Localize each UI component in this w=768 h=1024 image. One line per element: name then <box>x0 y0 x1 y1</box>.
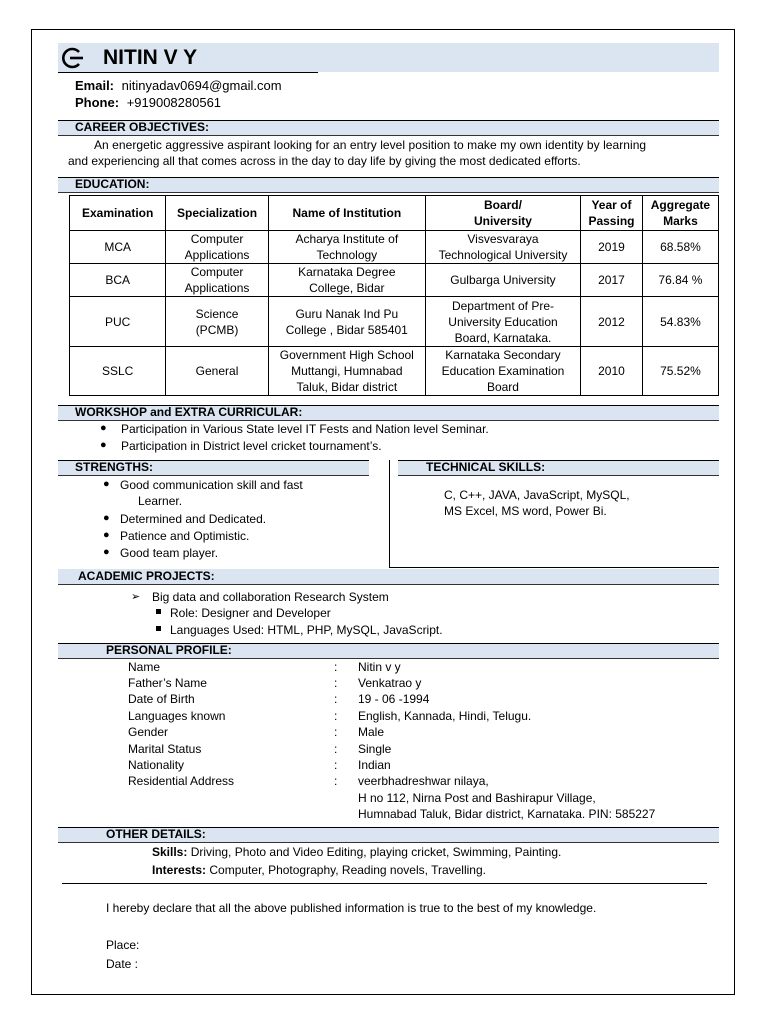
col-specialization: Specialization <box>166 196 268 231</box>
profile-value-address-2: H no 112, Nirna Post and Bashirapur Village, <box>358 791 596 805</box>
career-line-2: and experiencing all that comes across in the day to day life by giving the most dedicated efforts. <box>68 154 581 168</box>
career-title: CAREER OBJECTIVES: <box>75 120 210 134</box>
profile-label-marital: Marital Status <box>128 742 202 756</box>
technical-line-1: C, C++, JAVA, JavaScript, MySQL, <box>444 488 630 502</box>
strength-4: Good team player. <box>120 546 219 560</box>
interests-value: Computer, Photography, Reading novels, Travelling. <box>209 863 486 877</box>
col-year: Year of Passing <box>581 196 643 231</box>
skills-value: Driving, Photo and Video Editing, playing cricket, Swimming, Painting. <box>190 845 562 859</box>
projects-title: ACADEMIC PROJECTS: <box>78 569 215 583</box>
declaration-divider <box>62 883 707 884</box>
project-name: Big data and collaboration Research System <box>152 590 389 604</box>
profile-value-name: Nitin v y <box>358 660 401 674</box>
cell-inst: Acharya Institute of Technology <box>268 231 425 264</box>
cell-exam: PUC <box>70 297 166 347</box>
profile-colon: : <box>334 725 338 739</box>
profile-value-gender: Male <box>358 725 385 739</box>
table-row <box>70 347 719 396</box>
profile-value-languages: English, Kannada, Hindi, Telugu. <box>358 709 532 723</box>
bullet-icon: ● <box>103 529 110 541</box>
date-label: Date : <box>106 957 139 971</box>
cell-year: 2017 <box>581 264 643 297</box>
profile-colon: : <box>334 774 338 788</box>
profile-colon: : <box>334 742 338 756</box>
technical-line-2: MS Excel, MS word, Power Bi. <box>444 504 607 518</box>
education-top-line <box>58 177 719 178</box>
profile-value-address-3: Humnabad Taluk, Bidar district, Karnataka. PIN: 585227 <box>358 807 656 821</box>
profile-label-gender: Gender <box>128 725 169 739</box>
profile-colon: : <box>334 676 338 690</box>
strength-3: Patience and Optimistic. <box>120 529 250 543</box>
email-label: Email: <box>75 78 115 93</box>
profile-value-nationality: Indian <box>358 758 391 772</box>
email-value: nitinyadav0694@gmail.com <box>121 78 282 93</box>
other-title: OTHER DETAILS: <box>106 827 206 841</box>
cell-marks: 68.58% <box>642 231 718 264</box>
table-row <box>70 264 719 297</box>
cell-year: 2010 <box>581 347 643 396</box>
column-divider <box>389 460 390 567</box>
col-institution: Name of Institution <box>268 196 425 231</box>
profile-value-marital: Single <box>358 742 392 756</box>
table-row <box>70 231 719 264</box>
profile-colon: : <box>334 758 338 772</box>
cell-board: Karnataka Secondary Education Examination Board <box>425 347 580 396</box>
strengths-bottom-line <box>389 567 719 568</box>
candidate-name: NITIN V Y <box>103 46 198 69</box>
bullet-icon: ● <box>103 478 110 490</box>
profile-colon: : <box>334 709 338 723</box>
education-table <box>69 195 719 396</box>
cell-marks: 75.52% <box>642 347 718 396</box>
cell-exam: MCA <box>70 231 166 264</box>
cell-inst: Guru Nanak Ind Pu College , Bidar 585401 <box>268 297 425 347</box>
square-bullet-icon <box>156 609 161 614</box>
strengths-title: STRENGTHS: <box>75 460 153 474</box>
profile-title: PERSONAL PROFILE: <box>106 643 232 657</box>
bullet-icon: ● <box>100 422 107 434</box>
workshop-item-2: Participation in District level cricket tournament’s. <box>121 439 382 453</box>
cell-marks: 76.84 % <box>642 264 718 297</box>
declaration-text: I hereby declare that all the above published information is true to the best of my knowledge. <box>106 901 597 915</box>
career-line-1: An energetic aggressive aspirant looking for an entry level position to make my own identity by learning <box>94 138 647 152</box>
education-title: EDUCATION: <box>75 177 150 191</box>
col-marks: Aggregate Marks <box>642 196 718 231</box>
other-interests <box>152 862 486 878</box>
strength-1b: Learner. <box>138 494 183 508</box>
col-board: Board/ University <box>425 196 580 231</box>
workshop-item-1: Participation in Various State level IT Fests and Nation level Seminar. <box>121 422 489 436</box>
cell-board: Visvesvaraya Technological University <box>425 231 580 264</box>
cell-marks: 54.83% <box>642 297 718 347</box>
arrow-right-circle-icon <box>62 46 86 70</box>
bullet-icon: ● <box>100 439 107 451</box>
strength-1a: Good communication skill and fast <box>120 478 303 492</box>
education-header-row <box>70 196 719 231</box>
workshop-title: WORKSHOP and EXTRA CURRICULAR: <box>75 405 303 419</box>
profile-colon: : <box>334 692 338 706</box>
technical-title: TECHNICAL SKILLS: <box>426 460 546 474</box>
cell-board: Department of Pre- University Education Board, Karnataka. <box>425 297 580 347</box>
cell-spec: General <box>166 347 268 396</box>
cell-exam: SSLC <box>70 347 166 396</box>
arrowhead-bullet-icon: ➢ <box>131 591 141 603</box>
cell-inst: Government High School Muttangi, Humnabad Taluk, Bidar district <box>268 347 425 396</box>
cell-spec: Computer Applications <box>166 264 268 297</box>
phone-value: +919008280561 <box>126 95 222 110</box>
profile-label-languages: Languages known <box>128 709 226 723</box>
profile-label-nationality: Nationality <box>128 758 185 772</box>
phone-label: Phone: <box>75 95 120 110</box>
cell-year: 2019 <box>581 231 643 264</box>
cell-inst: Karnataka Degree College, Bidar <box>268 264 425 297</box>
profile-label-name: Name <box>128 660 161 674</box>
interests-label: Interests: <box>152 863 207 877</box>
phone-row <box>75 94 221 111</box>
cell-spec: Science (PCMB) <box>166 297 268 347</box>
project-languages: Languages Used: HTML, PHP, MySQL, JavaScript. <box>170 623 443 637</box>
profile-label-dob: Date of Birth <box>128 692 195 706</box>
profile-label-address: Residential Address <box>128 774 235 788</box>
profile-value-dob: 19 - 06 -1994 <box>358 692 430 706</box>
col-examination: Examination <box>70 196 166 231</box>
profile-value-father: Venkatrao y <box>358 676 422 690</box>
cell-year: 2012 <box>581 297 643 347</box>
profile-colon: : <box>334 660 338 674</box>
skills-label: Skills: <box>152 845 188 859</box>
email-row <box>75 77 282 94</box>
cell-spec: Computer Applications <box>166 231 268 264</box>
other-skills <box>152 844 561 860</box>
table-row <box>70 297 719 347</box>
bullet-icon: ● <box>103 546 110 558</box>
project-role: Role: Designer and Developer <box>170 606 331 620</box>
education-band <box>58 177 719 193</box>
profile-label-father: Father’s Name <box>128 676 207 690</box>
name-underline <box>58 72 318 73</box>
cell-exam: BCA <box>70 264 166 297</box>
place-label: Place: <box>106 938 140 952</box>
square-bullet-icon <box>156 626 161 631</box>
profile-value-address-1: veerbhadreshwar nilaya, <box>358 774 489 788</box>
cell-board: Gulbarga University <box>425 264 580 297</box>
bullet-icon: ● <box>103 512 110 524</box>
strength-2: Determined and Dedicated. <box>120 512 267 526</box>
